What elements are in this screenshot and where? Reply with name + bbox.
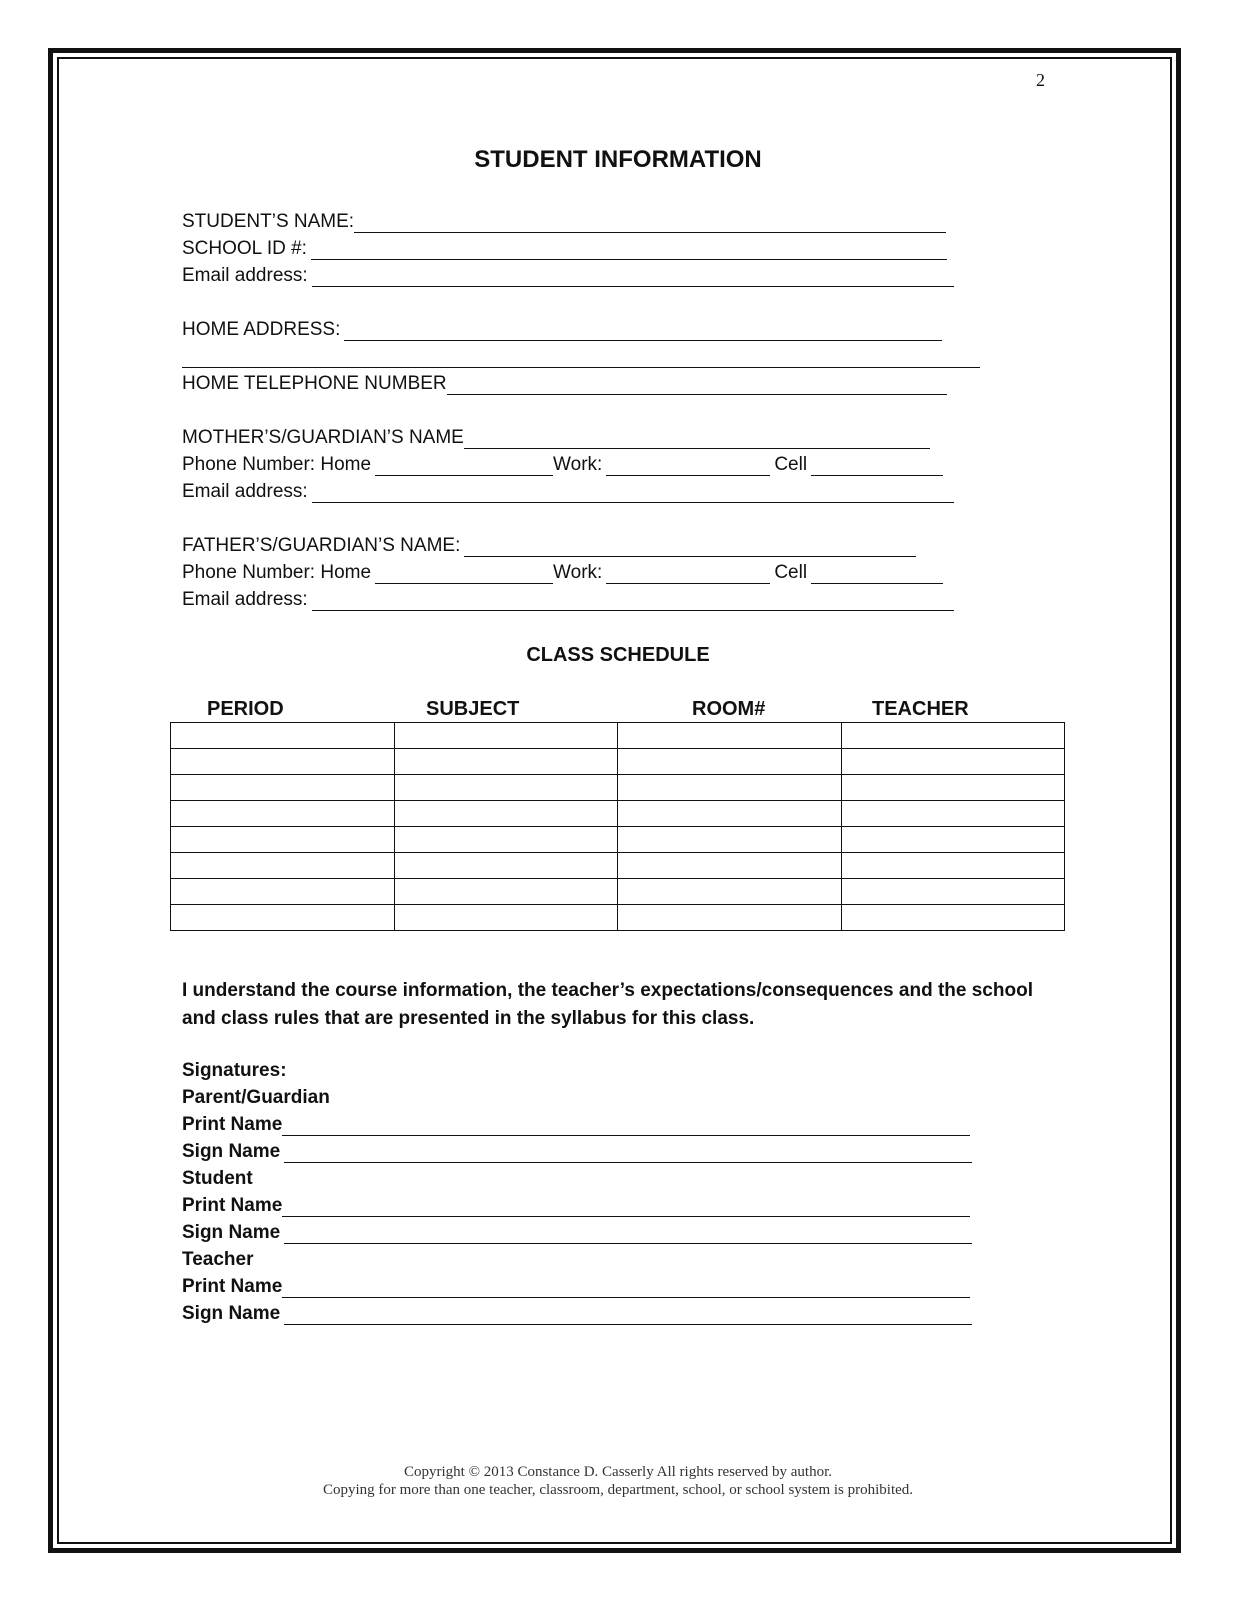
mother-cell-phone-field[interactable] [811,455,943,476]
class-schedule-title: CLASS SCHEDULE [526,644,710,666]
parent-heading [182,1083,330,1109]
schedule-cell-period[interactable] [171,723,395,749]
table-row [171,827,1065,853]
schedule-cell-period[interactable] [171,879,395,905]
father-name-label: FATHER’S/GUARDIAN’S NAME: [182,535,461,556]
schedule-cell-teacher[interactable] [841,827,1065,853]
home-address-row [182,314,942,341]
schedule-cell-subject[interactable] [394,749,618,775]
school-id-field[interactable] [311,239,947,260]
home-address-label: HOME ADDRESS: [182,319,341,340]
student-sign-field[interactable] [284,1223,972,1244]
table-row [171,775,1065,801]
student-print-field[interactable] [282,1196,970,1217]
schedule-cell-teacher[interactable] [841,775,1065,801]
student-sign-row [182,1218,972,1244]
column-header-teacher: TEACHER [872,698,969,720]
mother-email-row [182,476,954,503]
schedule-cell-period[interactable] [171,749,395,775]
home-phone-field[interactable] [447,374,947,395]
school-id-row [182,233,947,260]
table-row [171,905,1065,931]
parent-print-field[interactable] [282,1115,970,1136]
schedule-cell-subject[interactable] [394,853,618,879]
mother-work-label: Work: [553,454,603,475]
teacher-sign-label: Sign Name [182,1303,281,1324]
schedule-cell-room[interactable] [618,853,842,879]
schedule-cell-teacher[interactable] [841,879,1065,905]
footer-copyright: Copyright © 2013 Constance D. Casserly All rights reserved by author. [403,1464,832,1480]
acknowledgement-statement: I understand the course information, the teacher’s expectations/consequences and the school and class rules that are presented in the syllabus for this class. [182,980,1033,1029]
mother-phone-label: Phone Number: Home [182,454,372,475]
father-phone-label: Phone Number: Home [182,562,372,583]
mother-home-phone-field[interactable] [375,455,553,476]
schedule-cell-period[interactable] [171,853,395,879]
student-name-field[interactable] [354,212,946,233]
home-address-field[interactable] [344,320,942,341]
schedule-cell-room[interactable] [618,749,842,775]
student-heading-label: Student [182,1168,253,1189]
parent-sign-row [182,1137,972,1163]
mother-email-label: Email address: [182,481,308,502]
schedule-cell-room[interactable] [618,801,842,827]
parent-sign-field[interactable] [284,1142,972,1163]
home-address-line2-field[interactable] [182,347,980,368]
student-email-row [182,260,954,287]
class-schedule-table [170,722,1065,931]
schedule-cell-period[interactable] [171,775,395,801]
schedule-cell-subject[interactable] [394,801,618,827]
schedule-cell-subject[interactable] [394,827,618,853]
father-name-field[interactable] [464,536,916,557]
mother-email-field[interactable] [312,482,954,503]
teacher-print-row [182,1272,970,1298]
page-number: 2 [1036,70,1045,90]
schedule-cell-teacher[interactable] [841,801,1065,827]
teacher-print-field[interactable] [282,1277,970,1298]
schedule-cell-period[interactable] [171,905,395,931]
column-header-room: ROOM# [692,698,766,720]
parent-heading-label: Parent/Guardian [182,1087,330,1108]
mother-phone-row [182,449,943,476]
school-id-label: SCHOOL ID #: [182,238,307,259]
page-title: STUDENT INFORMATION [474,146,762,173]
signatures-heading [182,1056,287,1082]
teacher-heading [182,1245,253,1271]
teacher-heading-label: Teacher [182,1249,254,1270]
table-row [171,801,1065,827]
parent-print-row [182,1110,970,1136]
father-email-row [182,584,954,611]
class-schedule-body [171,723,1065,931]
father-phone-row [182,557,943,584]
student-name-row [182,206,946,233]
schedule-cell-subject[interactable] [394,723,618,749]
mother-cell-label: Cell [774,454,808,475]
column-header-period: PERIOD [207,698,284,720]
student-email-label: Email address: [182,265,308,286]
father-email-label: Email address: [182,589,308,610]
schedule-cell-teacher[interactable] [841,853,1065,879]
father-email-field[interactable] [312,590,954,611]
father-cell-label: Cell [774,562,808,583]
student-name-label: STUDENT’S NAME: [182,211,355,232]
mother-name-field[interactable] [464,428,930,449]
teacher-sign-field[interactable] [284,1304,972,1325]
father-cell-phone-field[interactable] [811,563,943,584]
student-sign-label: Sign Name [182,1222,281,1243]
table-row [171,723,1065,749]
schedule-cell-teacher[interactable] [841,905,1065,931]
schedule-cell-teacher[interactable] [841,749,1065,775]
home-phone-row [182,368,947,395]
schedule-cell-period[interactable] [171,801,395,827]
mother-name-label: MOTHER’S/GUARDIAN’S NAME [182,427,464,448]
schedule-cell-room[interactable] [618,723,842,749]
schedule-cell-teacher[interactable] [841,723,1065,749]
home-phone-label: HOME TELEPHONE NUMBER [182,373,447,394]
father-name-row [182,530,916,557]
teacher-print-label: Print Name [182,1276,283,1297]
student-print-label: Print Name [182,1195,283,1216]
home-address-line2-row [182,341,980,368]
student-email-field[interactable] [312,266,954,287]
table-row [171,879,1065,905]
father-work-label: Work: [553,562,603,583]
footer-copying-notice: Copying for more than one teacher, classroom, department, school, or school system is prohibited. [322,1482,914,1498]
parent-sign-label: Sign Name [182,1141,281,1162]
table-row [171,853,1065,879]
schedule-cell-subject[interactable] [394,905,618,931]
student-heading [182,1164,253,1190]
father-work-phone-field[interactable] [606,563,770,584]
schedule-cell-subject[interactable] [394,775,618,801]
signatures-heading-label: Signatures: [182,1060,287,1081]
mother-name-row [182,422,930,449]
teacher-sign-row [182,1299,972,1325]
schedule-cell-room[interactable] [618,879,842,905]
column-header-subject: SUBJECT [426,698,520,720]
schedule-cell-room[interactable] [618,827,842,853]
table-row [171,749,1065,775]
schedule-cell-subject[interactable] [394,879,618,905]
schedule-cell-room[interactable] [618,775,842,801]
schedule-cell-period[interactable] [171,827,395,853]
father-home-phone-field[interactable] [375,563,553,584]
mother-work-phone-field[interactable] [606,455,770,476]
student-print-row [182,1191,970,1217]
schedule-cell-room[interactable] [618,905,842,931]
parent-print-label: Print Name [182,1114,283,1135]
